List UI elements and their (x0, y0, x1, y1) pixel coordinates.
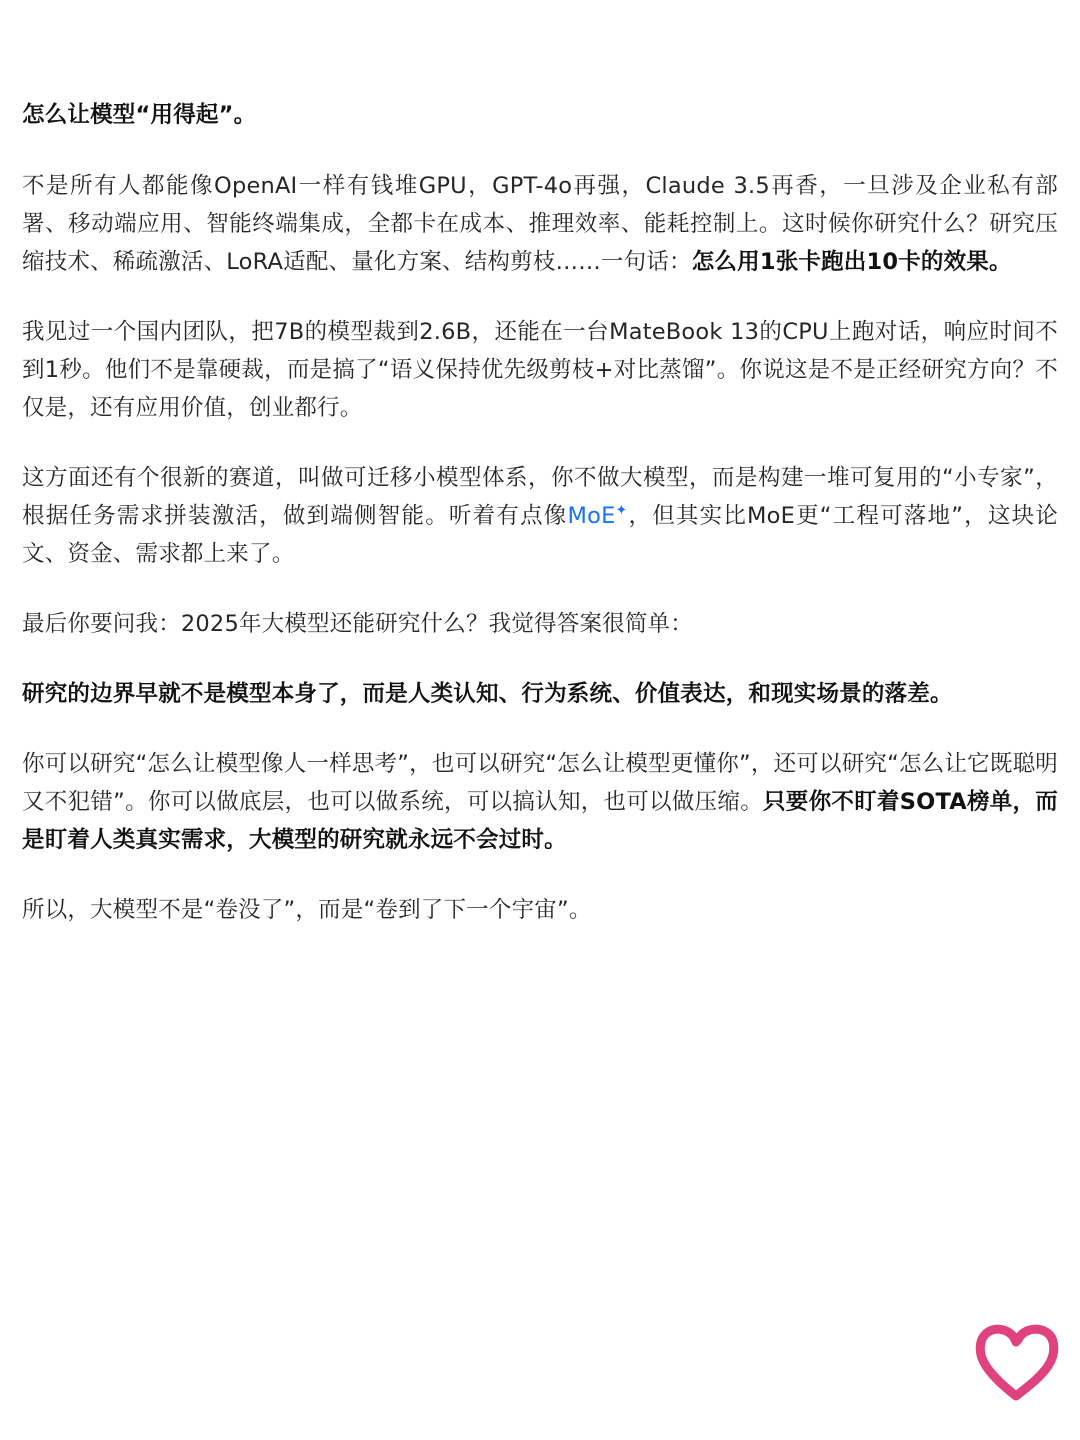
paragraph-small-experts (22, 459, 1058, 573)
heart-icon (972, 1322, 1062, 1404)
paragraph-answer: 研究的边界早就不是模型本身了，而是人类认知、行为系统、价值表达，和现实场景的落差。 (22, 681, 953, 707)
section-heading: 怎么让模型“用得起”。 (22, 102, 257, 128)
article-body (22, 96, 1058, 961)
sparkle-icon: ✦ (615, 502, 628, 519)
paragraph-cost-emphasis: 怎么用1张卡跑出10卡的效果。 (691, 249, 1012, 275)
paragraph-team-example: 我见过一个国内团队，把7B的模型裁到2.6B，还能在一台MateBook 13的CPU上跑对话，响应时间不到1秒。他们不是靠硬裁，而是搞了“语义保持优先级剪枝+对比蒸馏”。你说这是不是正经研究方向？不仅是，还有应用价值，创业都行。 (22, 319, 1058, 421)
paragraph-cost (22, 167, 1058, 281)
paragraph-small-experts-after: ，但其实比MoE更“工程可落地”，这块论文、资金、需求都上来了。 (22, 503, 1058, 567)
paragraph-directions-text: 你可以研究“怎么让模型像人一样思考”，也可以研究“怎么让模型更懂你”，还可以研究“怎么让它既聪明又不犯错”。你可以做底层，也可以做系统，可以搞认知，也可以做压缩。 (22, 751, 1058, 815)
moe-link[interactable]: MoE (567, 503, 616, 529)
paragraph-conclusion: 所以，大模型不是“卷没了”，而是“卷到了下一个宇宙”。 (22, 897, 592, 923)
paragraph-directions (22, 745, 1058, 859)
paragraph-cost-text: 不是所有人都能像OpenAI一样有钱堆GPU，GPT-4o再强，Claude 3.5再香，一旦涉及企业私有部署、移动端应用、智能终端集成，全都卡在成本、推理效率、能耗控制上。这时候你研究什么？研究压缩技术、稀疏激活、LoRA适配、量化方案、结构剪枝……一句话： (22, 173, 1058, 275)
paragraph-question: 最后你要问我：2025年大模型还能研究什么？我觉得答案很简单： (22, 611, 693, 637)
paragraph-directions-emphasis: 只要你不盯着SOTA榜单，而是盯着人类真实需求，大模型的研究就永远不会过时。 (22, 789, 1058, 853)
paragraph-small-experts-before: 这方面还有个很新的赛道，叫做可迁移小模型体系，你不做大模型，而是构建一堆可复用的“小专家”，根据任务需求拼装激活，做到端侧智能。听着有点像 (22, 465, 1058, 529)
